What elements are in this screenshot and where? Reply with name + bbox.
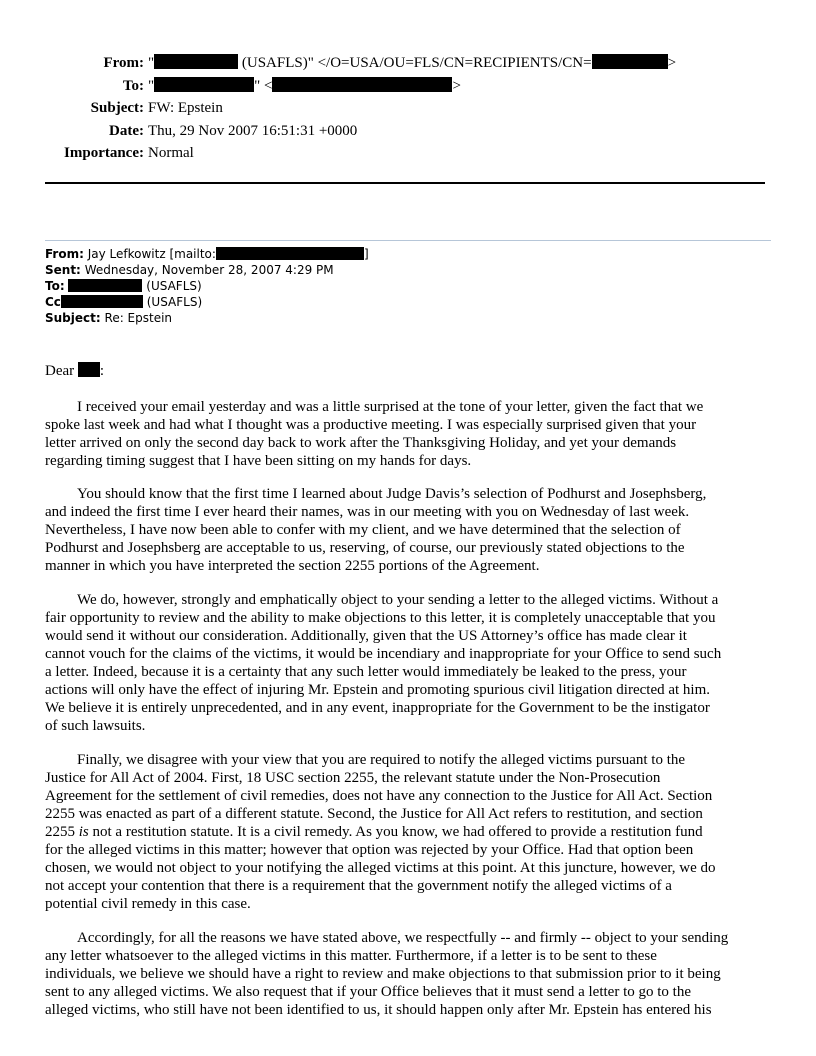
inner-cc-row bbox=[45, 294, 369, 310]
inner-subject-label: Subject: bbox=[45, 311, 101, 325]
inner-cc-label: Cc bbox=[45, 295, 61, 309]
outer-email-header bbox=[0, 52, 816, 165]
inner-sent-value: Wednesday, November 28, 2007 4:29 PM bbox=[84, 263, 334, 277]
inner-sent-row bbox=[45, 262, 369, 278]
outer-from-value: " (USAFLS)" </O=USA/OU=FLS/CN=RECIPIENTS/CN= > bbox=[148, 55, 677, 71]
outer-to-row bbox=[0, 75, 816, 98]
inner-from-value: Jay Lefkowitz [mailto: bbox=[87, 247, 216, 261]
outer-to-value: " " < > bbox=[148, 77, 461, 94]
outer-date-row bbox=[0, 120, 816, 143]
outer-from-row bbox=[0, 52, 816, 75]
outer-date-value: Thu, 29 Nov 2007 16:51:31 +0000 bbox=[148, 122, 358, 139]
outer-importance-value: Normal bbox=[148, 145, 194, 161]
outer-date-label: Date: bbox=[109, 122, 144, 139]
redaction-block bbox=[61, 295, 143, 308]
outer-importance-label: Importance: bbox=[64, 145, 144, 161]
inner-sent-label: Sent: bbox=[45, 263, 81, 277]
body-paragraph-3: We do, however, strongly and emphatically object to your sending a letter to the alleged victims. Without a fair opportunity to review and the ability to make objections to this letter, it is completely unacceptable that you would send it without our consideration. Additionally, given that the US Attorney’s office has made clear it cannot vouch for the claims of the victims, it would be incendiary and inappropriate for your Office to send such a letter. Indeed, because it is a certainty that any such letter would immediately be leaked to the press, your actions will only have the effect of injuring Mr. Epstein and promoting spurious civil litigation directed at him. We believe it is entirely unprecedented, and in any event, inappropriate for the Government to be the instigator of such lawsuits. bbox=[45, 592, 722, 734]
outer-to-label: To: bbox=[122, 77, 144, 94]
redaction-block bbox=[154, 77, 254, 92]
inner-subject-row bbox=[45, 310, 369, 326]
redaction-block bbox=[68, 279, 142, 292]
inner-from-label: From: bbox=[45, 247, 84, 261]
forward-divider bbox=[45, 240, 771, 241]
inner-from-row: From: Jay Lefkowitz [mailto: ] bbox=[45, 247, 369, 261]
redaction-block bbox=[216, 247, 364, 260]
inner-cc-value: (USAFLS) bbox=[146, 295, 203, 309]
outer-from-label: From: bbox=[103, 55, 144, 71]
redaction-block bbox=[154, 54, 238, 69]
header-divider bbox=[45, 182, 765, 184]
body-paragraph-5: Accordingly, for all the reasons we have stated above, we respectfully -- and firmly -- object to your sending any letter whatsoever to the alleged victims in this matter. Furthermore, if a letter is to be sent to these individuals, we believe we should have a right to review and make objections to that submission prior to it being sent to any alleged victims. We also request that if your Office believes that it must send a letter to go to the alleged victims, who still have not been identified to us, it should happen only after Mr. Epstein has entered his bbox=[45, 930, 729, 1018]
salutation: Dear : bbox=[45, 363, 105, 379]
redaction-block bbox=[592, 54, 668, 69]
outer-subject-label: Subject: bbox=[90, 100, 144, 116]
inner-subject-value: Re: Epstein bbox=[104, 311, 173, 325]
body-paragraph-1: I received your email yesterday and was a little surprised at the tone of your letter, given the fact that we spoke last week and had what I thought was a productive meeting. I was especially surprised given that your letter arrived on only the second day back to work after the Thanksgiving Holiday, and yet your demands regarding timing suggest that I have been sitting on my hands for days. bbox=[45, 399, 704, 469]
inner-to-label: To: bbox=[45, 279, 65, 293]
inner-to-value: (USAFLS) bbox=[146, 279, 202, 293]
forwarded-email-header bbox=[45, 246, 369, 326]
body-paragraph-4: Finally, we disagree with your view that you are required to notify the alleged victims pursuant to the Justice for All Act of 2004. First, 18 USC section 2255, the relevant statute under the Non-Prosecution Agreement for the settlement of civil remedies, does not have any connection to the Justice for All Act. Section 2255 was enacted as part of a different statute. Second, the Justice for All Act refers to restitution, and section 2255 is not a restitution statute. It is a civil remedy. As you know, we had offered to provide a restitution fund for the alleged victims in this matter; however that option was rejected by your Office. Had that option been chosen, we would not object to your notifying the alleged victims at this point. At this juncture, however, we do not accept your contention that there is a requirement that the government notify the alleged victims of a potential civil remedy in this case. bbox=[45, 752, 716, 912]
redaction-block bbox=[272, 77, 452, 92]
outer-importance-row bbox=[0, 142, 816, 165]
outer-subject-value: FW: Epstein bbox=[148, 100, 223, 116]
inner-to-row bbox=[45, 278, 369, 294]
body-paragraph-2: You should know that the first time I learned about Judge Davis’s selection of Podhurst and Josephsberg, and indeed the first time I ever heard their names, was in our meeting with you on Wednesday of last week. Nevertheless, I have now been able to confer with my client, and we have determined that the selection of Podhurst and Josephsberg are acceptable to us, reserving, of course, our previously stated objections to the manner in which you have interpreted the section 2255 portions of the Agreement. bbox=[45, 486, 707, 574]
outer-subject-row bbox=[0, 97, 816, 120]
redaction-block bbox=[78, 362, 100, 377]
